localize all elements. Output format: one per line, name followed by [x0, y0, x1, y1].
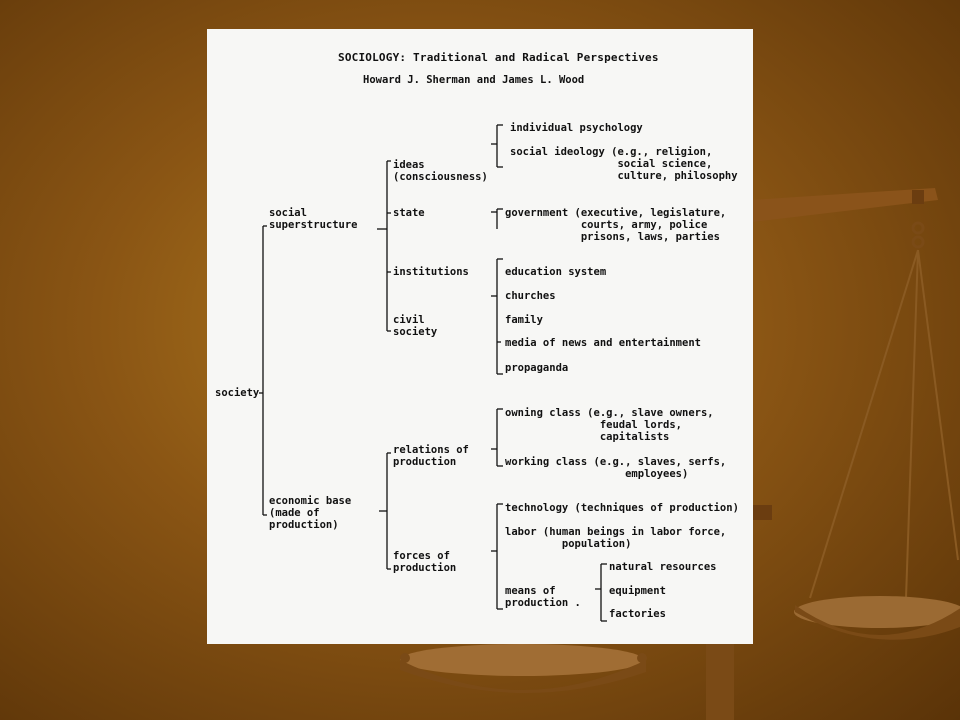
- node-relations-of-production: relations of production: [393, 444, 469, 468]
- node-individual-psychology: individual psychology: [510, 122, 643, 134]
- node-means-of-production: means of production .: [505, 585, 581, 609]
- node-equipment: equipment: [609, 585, 666, 597]
- node-economic-base: economic base (made of production): [269, 495, 352, 531]
- node-owning-class: owning class (e.g., slave owners, feudal lords, capitalists: [505, 407, 714, 443]
- node-social-ideology: social ideology (e.g., religion, social science, culture, philosophy: [510, 146, 738, 182]
- node-forces-of-production: forces of production: [393, 550, 457, 574]
- document-authors: Howard J. Sherman and James L. Wood: [363, 74, 585, 86]
- node-propaganda: propaganda: [505, 362, 569, 374]
- node-state: state: [393, 207, 425, 219]
- node-education-system: education system: [505, 266, 607, 278]
- node-technology: technology (techniques of production): [505, 502, 739, 514]
- node-government: government (executive, legislature, courts, army, police prisons, laws, parties: [505, 207, 727, 243]
- node-civil-society: civil society: [393, 314, 438, 338]
- paper-sheet: [207, 29, 753, 644]
- node-society: society: [215, 387, 260, 399]
- node-social-superstructure: social superstructure: [269, 207, 358, 231]
- node-working-class: working class (e.g., slaves, serfs, employees): [505, 456, 727, 480]
- node-family: family: [505, 314, 543, 326]
- node-ideas: ideas (consciousness): [393, 159, 488, 183]
- document-title: SOCIOLOGY: Traditional and Radical Perspectives: [338, 51, 659, 64]
- node-churches: churches: [505, 290, 556, 302]
- node-media: media of news and entertainment: [505, 337, 701, 349]
- node-labor: labor (human beings in labor force, population): [505, 526, 727, 550]
- node-natural-resources: natural resources: [609, 561, 717, 573]
- node-institutions: institutions: [393, 266, 469, 278]
- node-factories: factories: [609, 608, 666, 620]
